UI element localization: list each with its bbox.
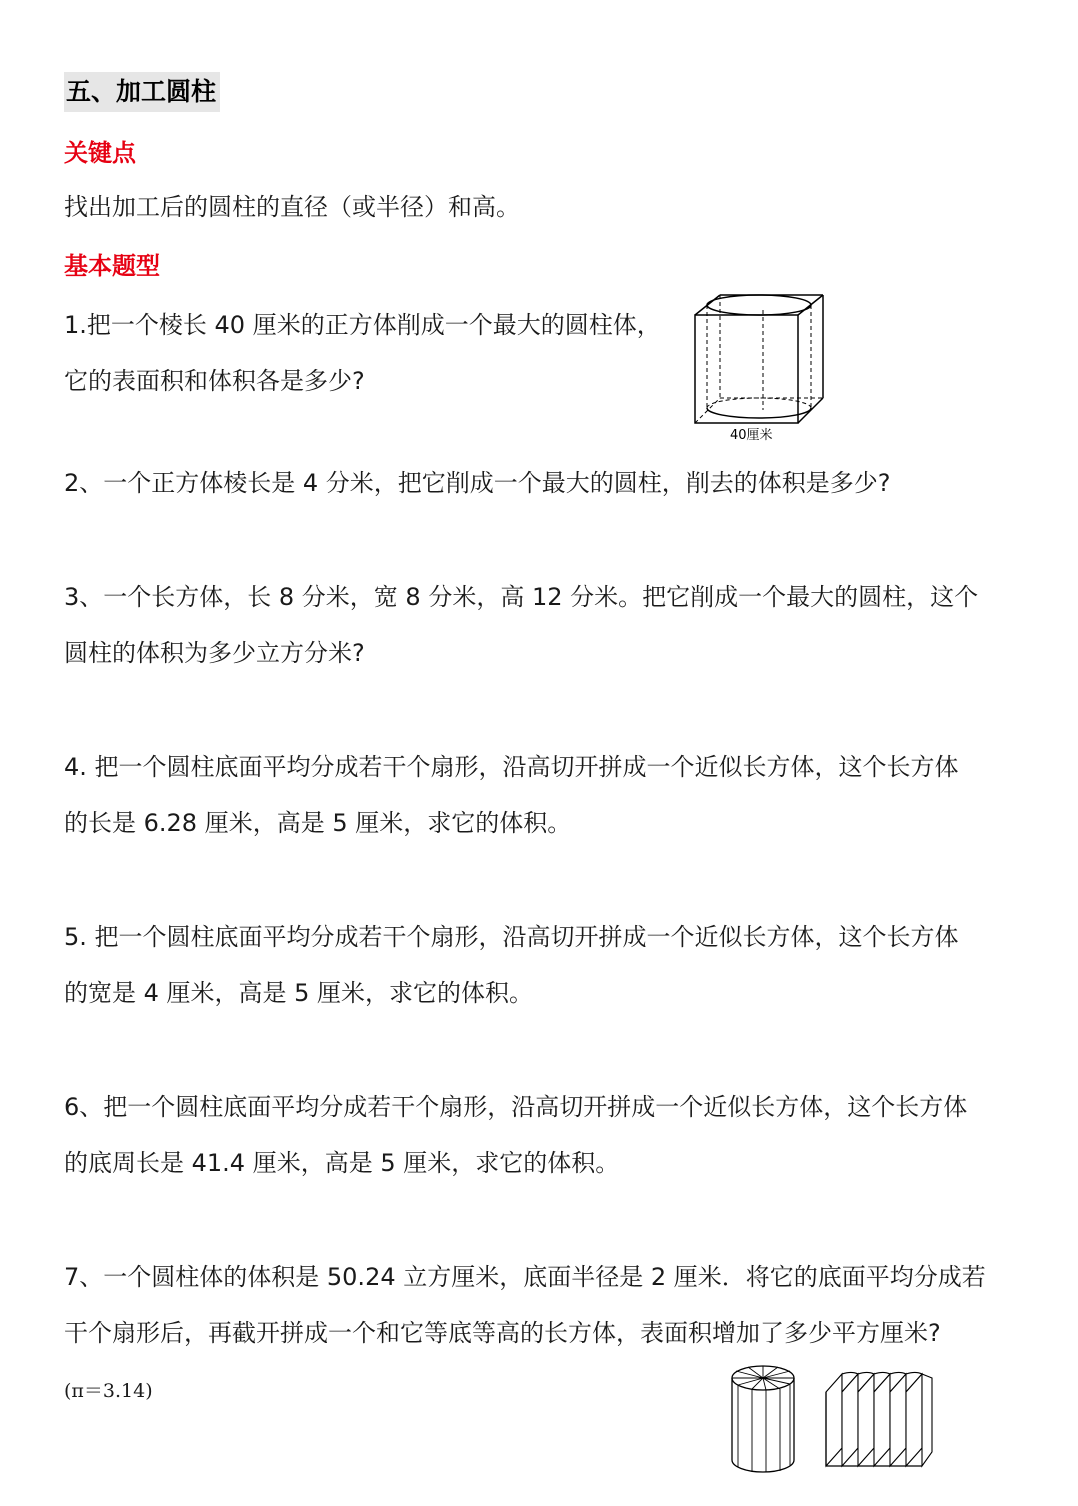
problem-1-line-2: 它的表面积和体积各是多少?	[64, 367, 365, 395]
key-point-heading: 关键点	[64, 139, 136, 167]
problem-6-line-1: 6、把一个圆柱底面平均分成若干个扇形，沿高切开拼成一个近似长方体，这个长方体	[64, 1093, 968, 1121]
rearranged-prism-figure	[824, 1370, 936, 1470]
figure1-label: 40厘米	[730, 428, 773, 443]
basic-type-heading: 基本题型	[64, 252, 160, 280]
problem-4-line-2: 的长是 6.28 厘米，高是 5 厘米，求它的体积。	[64, 809, 572, 837]
problem-2-line-1: 2、一个正方体棱长是 4 分米，把它削成一个最大的圆柱，削去的体积是多少?	[64, 469, 891, 497]
key-point-text: 找出加工后的圆柱的直径（或半径）和高。	[64, 193, 520, 221]
problem-6-line-2: 的底周长是 41.4 厘米，高是 5 厘米，求它的体积。	[64, 1149, 620, 1177]
problem-3-line-2: 圆柱的体积为多少立方分米?	[64, 639, 365, 667]
problem-7-line-2: 干个扇形后，再截开拼成一个和它等底等高的长方体，表面积增加了多少平方厘米?	[64, 1319, 941, 1347]
pi-note: (π＝3.14)	[64, 1380, 153, 1402]
problem-5-line-1: 5. 把一个圆柱底面平均分成若干个扇形，沿高切开拼成一个近似长方体，这个长方体	[64, 923, 959, 951]
problem-3-line-1: 3、一个长方体，长 8 分米，宽 8 分米，高 12 分米。把它削成一个最大的圆柱，这个	[64, 583, 979, 611]
problem-5-line-2: 的宽是 4 厘米，高是 5 厘米，求它的体积。	[64, 979, 534, 1007]
cube-cylinder-figure	[690, 290, 830, 445]
section-title: 五、加工圆柱	[64, 72, 220, 112]
problem-4-line-1: 4. 把一个圆柱底面平均分成若干个扇形，沿高切开拼成一个近似长方体，这个长方体	[64, 753, 959, 781]
problem-1-line-1: 1.把一个棱长 40 厘米的正方体削成一个最大的圆柱体，	[64, 311, 661, 339]
problem-7-line-1: 7、一个圆柱体的体积是 50.24 立方厘米，底面半径是 2 厘米．将它的底面平均分成若	[64, 1263, 986, 1291]
sectored-cylinder-figure	[728, 1364, 798, 1476]
